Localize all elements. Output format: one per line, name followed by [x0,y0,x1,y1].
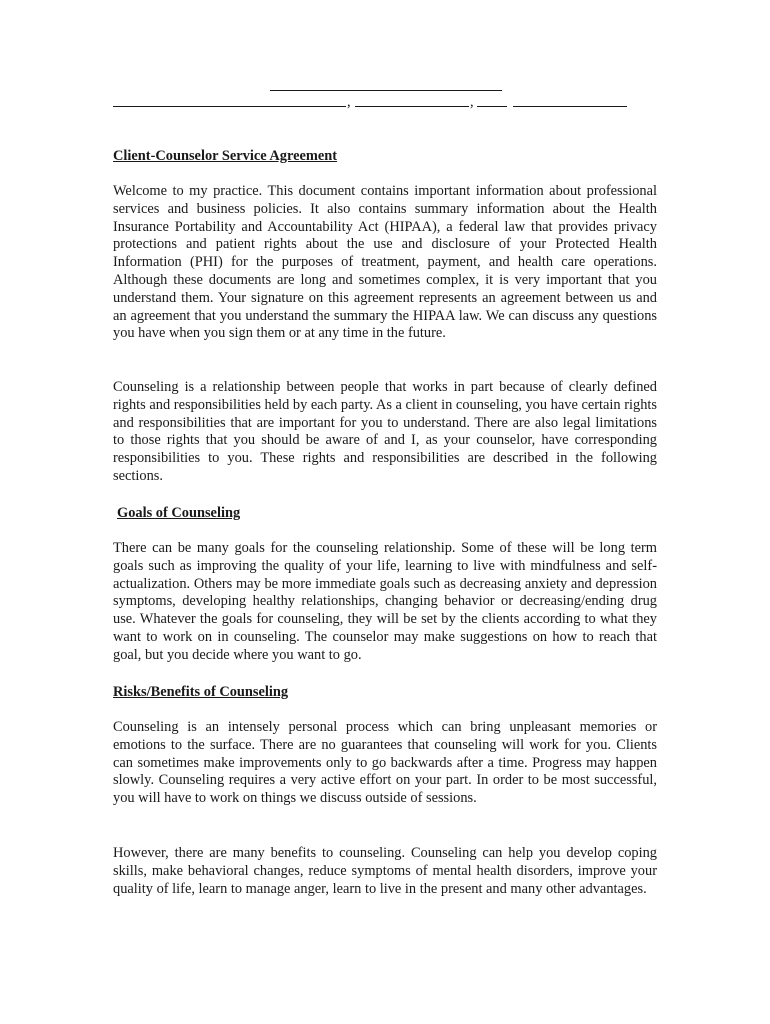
section-paragraph: However, there are many benefits to counseling. Counseling can help you develop coping skills, make behavioral changes, reduce symptoms of mental health disorders, improve your quality of life, learn to manage anger, learn to live in the present and many other advantages. [113,845,657,897]
section-paragraph: Counseling is an intensely personal process which can bring unpleasant memories or emotions to the surface. There are no guarantees that counseling will work for you. Clients can sometimes make improvements only to go backwards after a time. Progress may happen slowly. Counseling requires a very active effort on your part. In order to be most successful, you will have to work on things we discuss outside of sessions. [113,719,657,807]
address-comma: , [470,94,474,110]
section-heading-risks-benefits: Risks/Benefits of Counseling [113,684,289,700]
intro-paragraph: Counseling is a relationship between people that works in part because of clearly defined rights and responsibilities held by each party. As a client in counseling, you have certain rights and responsibilities that are important for you to understand. There are also legal limitations to those rights that you should be aware of and I, as your counselor, have corresponding responsibilities to you. These rights and responsibilities are described in the following sections. [113,379,657,484]
state-blank [477,106,507,107]
section-paragraph: There can be many goals for the counseling relationship. Some of these will be long term goals such as improving the quality of your life, learning to live with mindfulness and self-actualization. Others may be more immediate goals such as decreasing anxiety and depression symptoms, developing healthy relationships, changing behavior or decreasing/ending drug use. Whatever the goals for counseling, they will be set by the clients according to what they want to work on in counseling. The counselor may make suggestions on how to reach that goal, but you decide where you want to go. [113,540,657,663]
city-blank [355,106,469,107]
street-blank [113,106,346,107]
document-title: Client-Counselor Service Agreement [113,148,338,164]
practice-name-blank [270,90,502,91]
zip-blank [513,106,627,107]
address-comma: , [347,94,351,110]
intro-paragraph: Welcome to my practice. This document contains important information about professional services and business policies. It also contains summary information about the Health Insurance Portability and Accountability Act (HIPAA), a federal law that provides privacy protections and patient rights about the use and disclosure of your Protected Health Information (PHI) for the purposes of treatment, payment, and health care operations. Although these documents are long and sometimes complex, it is very important that you understand them. Your signature on this agreement represents an agreement between us and an agreement that you understand the summary the HIPAA law. We can discuss any questions you have when you sign them or at any time in the future. [113,183,657,342]
address-blank-row [113,94,633,108]
section-heading-goals: Goals of Counseling [117,505,241,521]
